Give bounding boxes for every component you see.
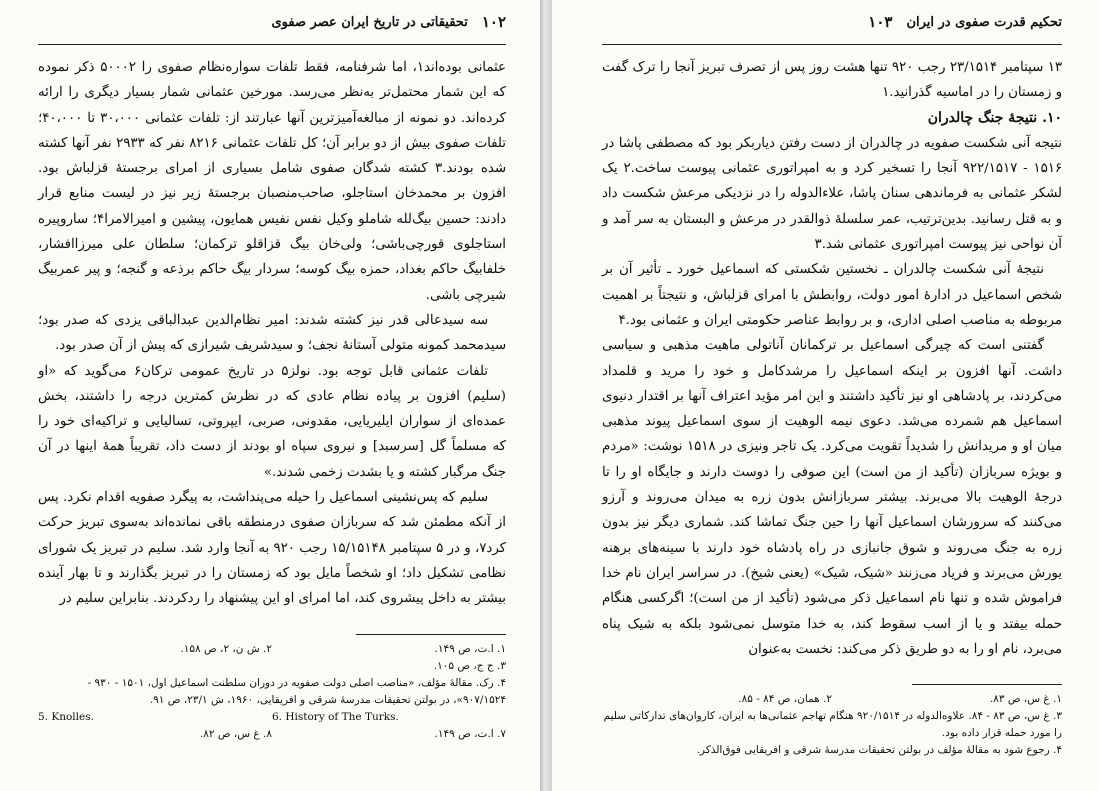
right-paragraph-1: نتیجه آنی شکست صفویه در چالدران از دست رفتن دیاربکر بود که مصطفی پاشا در ۱۵۱۶ - ۹۲۲/۱۵۱۷ آنجا را تسخیر کرد و به امپراتوری عثمانی پیوست ساخت.۲ یک لشکر عثمانی به فرماندهی سنان پاشا، علاءالدوله را در نزدیکی مرعش شکست داد و به قتل رسانید. بدین‌ترتیب، عمر سلسلهٔ ذوالقدر در مرعش و البستان به سر آمد و آن نواحی نیز پیوست امپراتوری عثمانی شد.۳ <box>602 135 1062 253</box>
right-page-body <box>602 55 1062 662</box>
book-spine-gutter <box>540 0 552 791</box>
right-paragraph-2: نتیجهٔ آنی شکست چالدران ـ نخستین شکستی که اسماعیل خورد ـ تأثیر آن بر شخص اسماعیل در ادارهٔ امور دولت، روابطش با امرای قزلباش، و نتیجتاً بر اهمیت مربوطه به مناصب اصلی اداری، و بر روابط عناصر حکومتی ایران و عثمانی بود.۴ <box>602 262 1062 328</box>
left-running-title: تحقیقاتی در تاریخ ایران عصر صفوی <box>271 14 468 30</box>
right-footnote-4: ۴. رجوع شود به مقالهٔ مؤلف در بولتن تحقیقات مدرسهٔ شرقی و افریقایی فوق‌الذکر. <box>696 744 1062 757</box>
left-footnote-3: ۳. ج ج، ص ۱۰۵. <box>433 659 506 672</box>
right-footnote-rule <box>912 684 1062 685</box>
right-footnotes <box>602 691 1062 759</box>
left-footnote-8: ۸. غ س، ص ۸۲. <box>199 727 272 740</box>
right-footnote-3: ۳. غ س، ص ۸۳ - ۸۴. علاوه‌الدوله در ۹۲۰/۱۵۱۴ هنگام تهاجم عثمانی‌ها به ایران، کاروان‌های تدارکاتی سلیم را مورد حمله قرار داده بود. <box>603 710 1062 740</box>
left-page-body <box>38 55 506 612</box>
right-footnote-2: ۲. همان، ص ۸۴ - ۸۵. <box>738 693 832 706</box>
left-footnote-6: 6. History of The Turks. <box>272 710 399 723</box>
left-page-header <box>38 0 506 45</box>
left-footnotes <box>38 641 506 743</box>
left-footnote-1: ۱. ا.ت، ص ۱۴۹. <box>434 642 506 655</box>
left-footnote-5: 5. Knolles. <box>38 710 94 723</box>
left-footnote-rule <box>356 634 506 635</box>
right-book-page <box>552 0 1098 791</box>
left-footnote-4: ۴. رک. مقالهٔ مؤلف، «مناصب اصلی دولت صفویه در دوران سلطنت اسماعیل اول، ۱۵۰۱ - ۹۳۰ - ۹۰۷/۱۵۲۴»، در بولتن تحقیقات مدرسهٔ شرقی و افریقایی، ۱۹۶۰، ش ۲۳/۱، ص ۹۱. <box>87 676 506 706</box>
right-paragraph-3: گفتنی است که چیرگی اسماعیل بر ترکمانان آناتولی ماهیت مذهبی و سیاسی داشت. آنها افزون بر اینکه اسماعیل را مرشدکامل و خود را مرید و قلمداد می‌کردند، بر پادشاهی او نیز تأکید داشتند و این امر مؤید اعتراف آنها بر اقتدار دنیوی اسماعیل هم شمرده می‌شد. دعوی نیمه الوهیت از سوی اسماعیل پیوند مذهبی میان او و مریدانش را شدیداً تقویت می‌کرد. یک تاجر ونیزی در ۱۵۱۸ نوشت: «مردم و بویژه سربازان (تأکید از من است) این صوفی را دوست دارند و جایگاه او را تا درجهٔ الوهیت بالا می‌برند. بیشتر سربازانش بدون زره به میدان می‌روند و آرزو می‌کنند که سرورشان اسماعیل آنها را حین جنگ تماشا کند. شماری دیگر نیز بدون زره به جنگ می‌روند و شوق جانبازی در راه پادشاه خود دارند با سینه‌های برهنه یورش می‌برند و فریاد می‌زنند «شیک، شیک» (یعنی شیخ). در سراسر ایران نام خدا فراموش شده و تنها نام اسماعیل ذکر می‌شود (تأکید از من است)؛ اگرکسی هنگام حمله بیفتد و یا از اسب سقوط کند، به خدا متوسل نمی‌شود بلکه به شیک پناه می‌برد، نام او را به دو طریق ذکر می‌کند: نخست به‌عنوان <box>602 338 1063 657</box>
left-paragraph-4: سلیم که پس‌نشینی اسماعیل را حیله می‌پنداشت، به پیگرد صفویه اقدام نکرد. پس از آنکه مطمئن شد که سربازان صفوی درمنطقه باقی نمانده‌اند به‌سوی تبریز حرکت کرد۷، و در ۵ سپتامبر ۱۵/۱۵۱۴۸ رجب ۹۲۰ به آنجا وارد شد. سلیم در تبریز یک شورای نظامی تشکیل داد؛ او شخصاً مایل بود که زمستان را در تبریز بگذارند و تا بهار آینده بیشتر به داخل پیشروی کند، اما امرای او این پیشنهاد را ردکردند. بنابراین سلیم در <box>38 490 506 607</box>
right-paragraph-intro: ۱۳ سپتامبر ۲۳/۱۵۱۴ رجب ۹۲۰ تنها هشت روز پس از تصرف تبریز آنجا را ترک گفت و زمستان را در اماسیه گذرانید.۱ <box>602 60 1062 101</box>
left-paragraph-2: سه سیدعالی قدر نیز کشته شدند: امیر نظام‌الدین عبدالباقی یزدی که صدر بود؛ سیدمحمد کمونه متولی آستانهٔ نجف؛ و سیدشریف شیرازی که پیش از آن صدر بود. <box>38 312 506 354</box>
left-footnote-7: ۷. ا.ت، ص ۱۴۹. <box>434 727 506 740</box>
right-page-header <box>602 0 1062 45</box>
left-book-page <box>0 0 540 791</box>
left-footnote-2: ۲. ش ن، ۲، ص ۱۵۸. <box>180 642 272 655</box>
left-page-number: ۱۰۲ <box>481 13 506 31</box>
left-paragraph-3: تلفات عثمانی قابل توجه بود. نولز۵ در تاریخ عمومی ترکان۶ می‌گوید که «او (سلیم) افزون بر پیاده نظام عادی که در نظرش کمترین درجه را داشتند، بخش عمده‌ای از سواران ایلیریایی، مقدونی، صربی، ایپروتی، تسالیایی و تراکیه‌ای خود را که مسلماً گل [سرسبد] و نیروی سپاه او بودند از دست داد، تقریباً همهٔ اینها در آن جنگ مرگبار کشته و یا بشدت زخمی شدند.» <box>38 363 506 480</box>
right-running-title: تحکیم قدرت صفوی در ایران <box>906 14 1062 30</box>
left-paragraph-1: عثمانی بوده‌اند۱، اما شرفنامه، فقط تلفات سواره‌نظام صفوی را ۵۰۰۰۲ ذکر نموده که این شمار محتمل‌تر به‌نظر می‌رسد. مورخین عثمانی شمار بسیار دیگری را ارائه کرده‌اند. دو نمونه از مبالغه‌آمیزترین آنها عبارتند از: تلفات عثمانی ۳۰،۰۰۰ تا ۴۰،۰۰۰؛ تلفات صفوی بیش از دو برابر آن؛ کل تلفات عثمانی ۸۲۱۶ نفر که ۲۹۳۳ نفر آنها کشته شده بودند.۳ کشته شدگان صفوی شامل بسیاری از امرای برجستهٔ قزلباش بود. افزون بر محمدخان استاجلو، صاحب‌منصبان برجستهٔ زیر نیز در لیست منابع قرار دادند: حسین بیگ‌لله شاملو وکیل نفس نفیس همایون، پیشین و امیرالامرا۴؛ ساروپیره استاجلوی قورچی‌باشی؛ ولی‌خان بیگ قزاقلو ترکمان؛ سلطان علی میرزاافشار، خلفابیگ حاکم بغداد، حمزه بیگ کوسه؛ سردار بیگ حاکم برذعه و گنجه؛ و پیر عمربیگ شیرچی باشی. <box>38 60 506 303</box>
right-page-number: ۱۰۳ <box>868 13 893 31</box>
section-heading: ۱۰. نتیجهٔ جنگ چالدران <box>927 109 1062 126</box>
right-footnote-1: ۱. غ س، ص ۸۳. <box>989 693 1062 706</box>
